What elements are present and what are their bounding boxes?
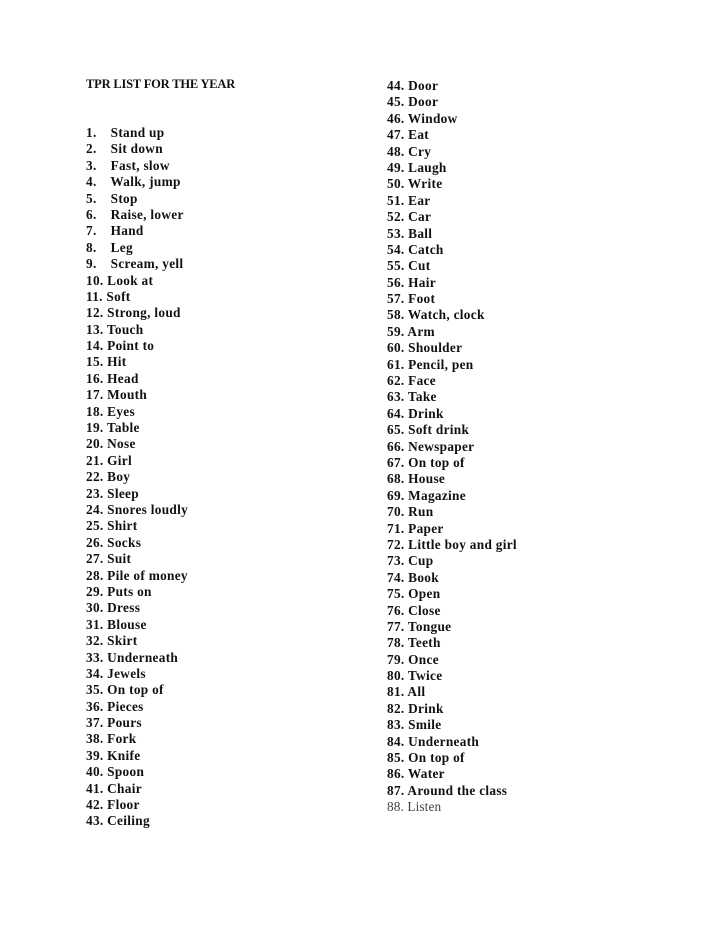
list-item-text: Spoon — [107, 764, 145, 780]
list-item — [387, 357, 517, 373]
list-item-number: 2. — [86, 141, 97, 157]
list-item-number: 69. — [387, 487, 405, 503]
list-item — [86, 223, 188, 239]
list-item-number: 63. — [387, 389, 405, 405]
list-item-text: Door — [408, 78, 439, 93]
list-item-number: 32. — [86, 633, 104, 649]
list-item-text: Cry — [408, 143, 432, 159]
list-item — [387, 701, 517, 717]
list-item-text: Fork — [107, 731, 137, 747]
list-item-number: 26. — [86, 534, 104, 550]
list-item-number: 18. — [86, 403, 104, 419]
list-item-text: Leg — [110, 239, 133, 255]
list-item-text: All — [407, 684, 426, 700]
list-item-number: 48. — [387, 143, 405, 159]
list-item-number: 9. — [86, 256, 97, 272]
list-item — [387, 127, 517, 143]
list-item-text: Knife — [107, 747, 141, 763]
list-item-number: 25. — [86, 518, 104, 534]
list-item-text: Suit — [107, 551, 132, 567]
list-item-number: 19. — [86, 420, 104, 436]
list-item — [86, 207, 188, 223]
list-item-number: 50. — [387, 176, 405, 192]
list-item — [387, 799, 517, 815]
list-item-number: 21. — [86, 452, 104, 468]
list-item — [387, 373, 517, 389]
page-title: TPR LIST FOR THE YEAR — [86, 77, 236, 91]
list-item-text: Door — [408, 94, 439, 110]
list-item-number: 31. — [86, 616, 104, 632]
list-item-number: 62. — [387, 373, 405, 389]
list-item-number: 30. — [86, 600, 104, 616]
list-item-number: 72. — [387, 536, 405, 552]
list-item-text: Tongue — [407, 618, 452, 634]
list-item-text: Hair — [408, 274, 436, 290]
list-item-number: 38. — [86, 731, 104, 747]
list-item-text: Hit — [107, 354, 127, 370]
list-item-number: 13. — [86, 321, 104, 337]
list-item-text: Arm — [407, 323, 435, 339]
list-item — [86, 518, 188, 534]
list-item-number: 53. — [387, 225, 405, 241]
list-item-text: Hand — [110, 223, 144, 239]
list-item — [387, 176, 517, 192]
list-item-text: Jewels — [107, 665, 146, 681]
list-item-text: Shoulder — [408, 340, 463, 356]
list-item-number: 67. — [387, 454, 405, 470]
list-item-text: Pours — [107, 715, 142, 731]
list-item-number: 88. — [387, 799, 404, 815]
list-item — [387, 209, 517, 225]
list-item-text: Strong, loud — [107, 305, 181, 321]
list-item — [86, 453, 188, 469]
list-item-text: Snores loudly — [107, 501, 189, 517]
list-item — [86, 764, 188, 780]
list-item-text: Run — [408, 504, 434, 520]
list-item-number: 84. — [387, 733, 405, 749]
list-item-number: 78. — [387, 635, 405, 651]
list-item — [387, 652, 517, 668]
list-item — [86, 568, 188, 584]
list-item-text: Take — [407, 389, 437, 405]
list-item-number: 82. — [387, 700, 405, 716]
list-item — [387, 144, 517, 160]
list-item — [86, 141, 188, 157]
list-item-text: Magazine — [408, 487, 466, 503]
list-item-number: 71. — [387, 520, 405, 536]
list-item — [86, 125, 188, 141]
list-item-number: 43. — [86, 813, 104, 829]
list-item-text: Walk, jump — [110, 174, 181, 190]
list-item — [387, 471, 517, 487]
list-item — [86, 682, 188, 698]
list-item-text: Blouse — [107, 616, 147, 632]
list-item-number: 40. — [86, 764, 104, 780]
list-item-number: 47. — [387, 127, 405, 143]
list-item-number: 7. — [86, 223, 97, 239]
list-item-text: Paper — [408, 520, 444, 536]
list-item-number: 64. — [387, 405, 405, 421]
list-item — [86, 436, 188, 452]
list-item-text: Around the class — [407, 782, 508, 798]
list-item-text: Raise, lower — [110, 206, 184, 222]
list-item — [86, 781, 188, 797]
list-item-number: 77. — [387, 618, 405, 634]
list-item-number: 10. — [86, 272, 104, 288]
list-item-number: 36. — [86, 698, 104, 714]
list-item-text: Girl — [107, 452, 132, 468]
list-item-text: Pieces — [107, 698, 144, 714]
list-item-number: 22. — [86, 469, 104, 485]
list-item-number: 51. — [387, 192, 405, 208]
list-item-number: 56. — [387, 274, 405, 290]
list-item-number: 6. — [86, 206, 97, 222]
list-item-text: Look at — [107, 272, 154, 288]
list-item — [387, 324, 517, 340]
list-item-text: Socks — [107, 534, 142, 550]
list-item-number: 66. — [387, 438, 405, 454]
list-item-text: Soft — [106, 288, 131, 304]
list-item-text: Eat — [408, 127, 430, 143]
list-item-number: 24. — [86, 501, 104, 517]
list-item — [86, 650, 188, 666]
list-item-text: Twice — [407, 668, 443, 684]
list-item-number: 14. — [86, 338, 104, 354]
list-item — [387, 340, 517, 356]
list-item-number: 85. — [387, 750, 405, 766]
list-item — [387, 488, 517, 504]
list-item-number: 65. — [387, 422, 405, 438]
list-item-text: On top of — [408, 750, 465, 766]
list-item-text: Touch — [106, 321, 144, 337]
list-item-text: Face — [408, 373, 436, 389]
list-item-number: 34. — [86, 665, 104, 681]
list-item-text: Laugh — [408, 159, 447, 175]
list-item — [387, 668, 517, 684]
list-item — [387, 750, 517, 766]
list-item — [86, 600, 188, 616]
list-item — [86, 715, 188, 731]
list-item-text: Window — [407, 110, 458, 126]
list-item-number: 23. — [86, 485, 104, 501]
list-item-number: 45. — [387, 94, 405, 110]
list-item-text: Catch — [408, 241, 444, 257]
list-item — [86, 338, 188, 354]
list-item-text: Open — [408, 586, 441, 602]
list-item-text: Watch, clock — [407, 307, 485, 323]
list-item — [387, 242, 517, 258]
list-item — [86, 813, 188, 829]
list-item — [387, 422, 517, 438]
list-item — [387, 635, 517, 651]
list-item-number: 80. — [387, 668, 405, 684]
list-item — [86, 289, 188, 305]
list-item-number: 5. — [86, 190, 97, 206]
list-item-number: 83. — [387, 717, 405, 733]
list-item — [387, 504, 517, 520]
list-item-text: Sit down — [110, 141, 163, 157]
list-item — [86, 404, 188, 420]
list-item — [86, 699, 188, 715]
list-item-text: Chair — [107, 780, 142, 796]
list-item-text: Ball — [408, 225, 433, 241]
list-item-text: Ceiling — [107, 813, 150, 829]
list-item-text: Dress — [107, 600, 141, 616]
list-item-number: 1. — [86, 125, 97, 140]
list-item-text: Fast, slow — [110, 157, 170, 173]
list-item-number: 49. — [387, 159, 405, 175]
list-item — [86, 387, 188, 403]
list-item-number: 57. — [387, 291, 405, 307]
list-item — [387, 258, 517, 274]
list-item-text: Listen — [407, 799, 442, 815]
list-item — [387, 717, 517, 733]
list-item-number: 37. — [86, 715, 104, 731]
list-item — [86, 731, 188, 747]
list-item-text: Book — [408, 569, 439, 585]
list-item — [387, 455, 517, 471]
list-item-text: Point to — [107, 338, 155, 354]
list-item-number: 4. — [86, 174, 97, 190]
list-item-text: Teeth — [407, 635, 441, 651]
list-item — [387, 619, 517, 635]
list-item-number: 44. — [387, 78, 405, 93]
list-item — [387, 275, 517, 291]
list-item-text: Puts on — [107, 583, 152, 599]
list-item — [86, 535, 188, 551]
list-item-text: Stand up — [110, 125, 165, 140]
list-item-text: Eyes — [107, 403, 135, 419]
list-item — [86, 584, 188, 600]
list-item — [86, 371, 188, 387]
list-item — [387, 78, 517, 94]
list-item — [387, 586, 517, 602]
list-item — [86, 486, 188, 502]
list-item-number: 60. — [387, 340, 405, 356]
list-item-number: 42. — [86, 797, 104, 813]
list-item-text: Nose — [107, 436, 136, 452]
list-item-text: Smile — [408, 717, 442, 733]
list-item-text: Underneath — [107, 649, 179, 665]
list-item — [86, 256, 188, 272]
list-item-number: 70. — [387, 504, 405, 520]
list-item — [86, 633, 188, 649]
list-item-text: Drink — [408, 405, 444, 421]
list-item-text: Write — [407, 176, 443, 192]
list-item — [86, 551, 188, 567]
list-item-text: Mouth — [107, 387, 148, 403]
list-item — [86, 174, 188, 190]
list-item — [387, 684, 517, 700]
list-item — [86, 617, 188, 633]
list-item-number: 81. — [387, 684, 405, 700]
list-item — [387, 537, 517, 553]
list-item-number: 73. — [387, 553, 405, 569]
list-item-text: On top of — [408, 454, 465, 470]
list-item-number: 27. — [86, 551, 104, 567]
list-item-text: Underneath — [408, 733, 480, 749]
list-item-text: On top of — [107, 682, 164, 698]
list-item — [387, 94, 517, 110]
list-item-text: Once — [408, 651, 439, 667]
list-item — [86, 748, 188, 764]
list-item — [387, 783, 517, 799]
list-item-text: Foot — [408, 291, 436, 307]
list-item — [86, 322, 188, 338]
list-item-number: 55. — [387, 258, 405, 274]
list-item-number: 58. — [387, 307, 405, 323]
list-item-number: 68. — [387, 471, 405, 487]
list-item-text: Cup — [408, 553, 434, 569]
list-item-number: 54. — [387, 241, 405, 257]
list-item-text: Drink — [408, 700, 444, 716]
list-item — [387, 226, 517, 242]
list-item-text: Shirt — [107, 518, 138, 534]
list-item-number: 87. — [387, 782, 405, 798]
list-item — [387, 439, 517, 455]
list-item — [387, 389, 517, 405]
list-item-number: 52. — [387, 209, 405, 225]
word-list-left-column — [86, 125, 188, 830]
list-item — [387, 570, 517, 586]
list-item — [387, 160, 517, 176]
list-item-text: Car — [408, 209, 432, 225]
list-item-number: 79. — [387, 651, 405, 667]
list-item-number: 75. — [387, 586, 405, 602]
list-item — [86, 273, 188, 289]
list-item-number: 46. — [387, 110, 405, 126]
list-item-text: Scream, yell — [110, 256, 184, 272]
list-item — [86, 354, 188, 370]
list-item-text: Stop — [110, 190, 138, 206]
list-item-text: Newspaper — [408, 438, 475, 454]
list-item-text: Pencil, pen — [408, 356, 474, 372]
list-item — [387, 734, 517, 750]
list-item-text: Water — [407, 766, 445, 782]
list-item-text: Boy — [107, 469, 131, 485]
list-item — [387, 553, 517, 569]
list-item-number: 17. — [86, 387, 104, 403]
list-item — [387, 406, 517, 422]
list-item-number: 20. — [86, 436, 104, 452]
list-item — [86, 666, 188, 682]
list-item-number: 61. — [387, 356, 405, 372]
list-item — [86, 420, 188, 436]
list-item-number: 11. — [86, 288, 103, 304]
list-item — [387, 521, 517, 537]
list-item-text: Little boy and girl — [408, 536, 517, 552]
list-item — [387, 111, 517, 127]
list-item-number: 41. — [86, 780, 104, 796]
list-item-number: 12. — [86, 305, 104, 321]
list-item — [86, 502, 188, 518]
list-item — [86, 305, 188, 321]
list-item — [86, 797, 188, 813]
list-item — [387, 291, 517, 307]
list-item-number: 35. — [86, 682, 104, 698]
list-item-text: Skirt — [107, 633, 138, 649]
list-item-number: 3. — [86, 157, 97, 173]
list-item-text: House — [408, 471, 446, 487]
list-item-text: Cut — [408, 258, 431, 274]
list-item-text: Head — [107, 370, 139, 386]
list-item-number: 76. — [387, 602, 405, 618]
list-item-text: Floor — [107, 797, 140, 813]
list-item — [387, 193, 517, 209]
list-item-text: Soft drink — [408, 422, 470, 438]
list-item — [86, 158, 188, 174]
list-item-text: Pile of money — [107, 567, 188, 583]
list-item-number: 39. — [86, 747, 104, 763]
list-item-number: 28. — [86, 567, 104, 583]
list-item — [387, 307, 517, 323]
list-item — [86, 191, 188, 207]
list-item-text: Close — [408, 602, 441, 618]
word-list-right-column — [387, 78, 517, 816]
list-item-number: 16. — [86, 370, 104, 386]
list-item-number: 8. — [86, 239, 97, 255]
list-item-text: Ear — [408, 192, 431, 208]
list-item-number: 86. — [387, 766, 405, 782]
list-item — [387, 603, 517, 619]
list-item-number: 15. — [86, 354, 104, 370]
list-item — [86, 469, 188, 485]
list-item — [86, 240, 188, 256]
list-item-number: 74. — [387, 569, 405, 585]
list-item-text: Sleep — [107, 485, 139, 501]
list-item — [387, 766, 517, 782]
list-item-text: Table — [106, 420, 140, 436]
list-item-number: 33. — [86, 649, 104, 665]
list-item-number: 59. — [387, 323, 405, 339]
list-item-number: 29. — [86, 583, 104, 599]
